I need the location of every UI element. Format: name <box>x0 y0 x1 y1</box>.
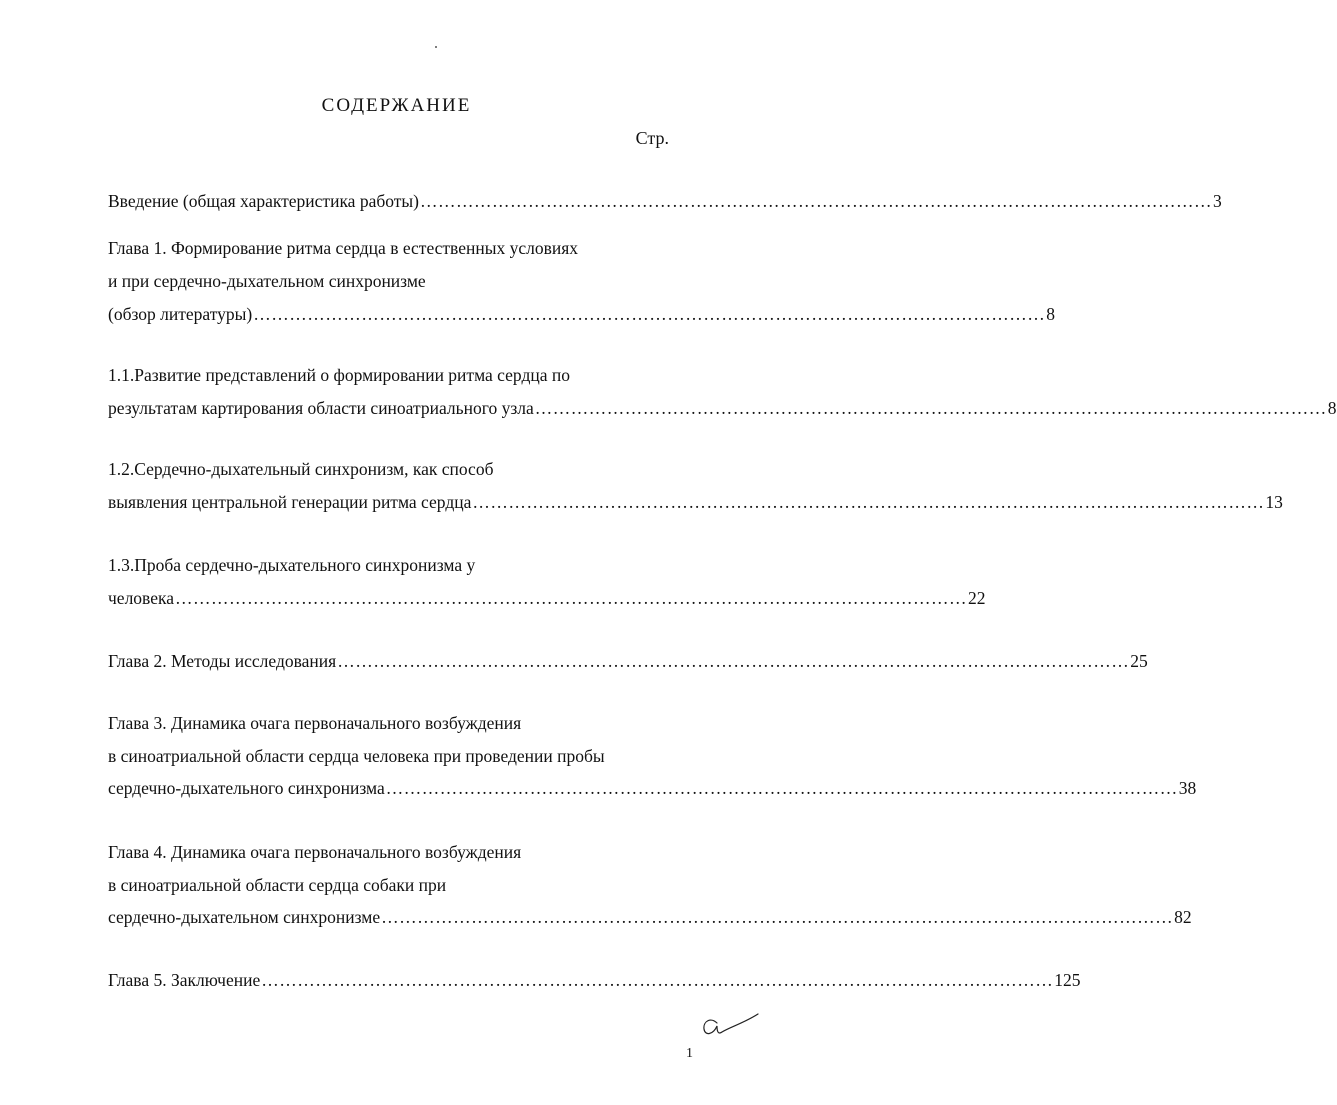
toc-entry-s12 <box>108 491 1283 513</box>
toc-entry-page: 125 <box>1054 970 1081 990</box>
toc-entry-ch1-line2: и при сердечно-дыхательном синхронизме <box>108 271 426 291</box>
toc-entry-page: 82 <box>1174 907 1192 927</box>
toc-entry-text: выявления центральной генерации ритма сердца <box>108 492 472 512</box>
dot-leader: …………………………………………………………………………………………………………………… <box>534 398 1327 418</box>
toc-entry-text: Глава 2. Методы исследования <box>108 651 337 671</box>
dot-leader: …………………………………………………………………………………………………………………… <box>381 907 1174 927</box>
toc-entry-s13-line1: 1.3.Проба сердечно-дыхательного синхронизма у <box>108 555 476 575</box>
toc-entry-s12-line1: 1.2.Сердечно-дыхательный синхронизм, как способ <box>108 459 494 479</box>
toc-entry-page: 13 <box>1265 492 1283 512</box>
toc-entry-ch3-line1: Глава 3. Динамика очага первоначального возбуждения <box>108 713 522 733</box>
toc-entry-text: результатам картирования области синоатриального узла <box>108 398 534 418</box>
toc-entry-text: сердечно-дыхательном синхронизме <box>108 907 381 927</box>
page-title: СОДЕРЖАНИЕ <box>321 95 472 116</box>
toc-entry-page: 8 <box>1046 304 1055 324</box>
handwritten-signature <box>700 1010 762 1047</box>
toc-entry-s11-line1: 1.1.Развитие представлений о формировании ритма сердца по <box>108 365 570 385</box>
toc-entry-intro <box>108 190 1222 212</box>
dot-leader: …………………………………………………………………………………………………………………… <box>472 492 1265 512</box>
toc-entry-page: 22 <box>967 588 986 608</box>
dot-leader: …………………………………………………………………………………………………………………… <box>174 588 967 608</box>
toc-entry-ch1 <box>108 303 1055 325</box>
toc-entry-s11 <box>108 397 1337 419</box>
dot-leader: …………………………………………………………………………………………………………………… <box>420 191 1213 211</box>
toc-entry-page: 3 <box>1213 191 1222 211</box>
toc-entry-ch3-line2: в синоатриальной области сердца человека при проведении пробы <box>108 746 605 766</box>
toc-entry-text: Введение (общая характеристика работы) <box>108 191 420 211</box>
page-number: 1 <box>686 1046 693 1061</box>
page-column-label: Стр. <box>635 128 669 148</box>
toc-entry-ch3 <box>108 777 1197 799</box>
toc-entry-s13 <box>108 587 986 609</box>
toc-entry-text: Глава 5. Заключение <box>108 970 261 990</box>
toc-entry-text: (обзор литературы) <box>108 304 253 324</box>
toc-entry-ch4-line2: в синоатриальной области сердца собаки при <box>108 875 447 895</box>
toc-entry-text: человека <box>108 588 174 608</box>
toc-entry-ch4-line1: Глава 4. Динамика очага первоначального возбуждения <box>108 842 522 862</box>
scan-speck <box>434 36 438 54</box>
dot-leader: …………………………………………………………………………………………………………………… <box>261 970 1054 990</box>
dot-leader: …………………………………………………………………………………………………………………… <box>253 304 1046 324</box>
toc-entry-page: 25 <box>1130 651 1148 671</box>
toc-entry-ch1-line1: Глава 1. Формирование ритма сердца в естественных условиях <box>108 238 579 258</box>
toc-entry-page: 38 <box>1178 778 1197 798</box>
toc-entry-ch5 <box>108 969 1081 991</box>
toc-entry-ch4 <box>108 906 1192 928</box>
dot-leader: …………………………………………………………………………………………………………………… <box>337 651 1130 671</box>
dot-leader: …………………………………………………………………………………………………………………… <box>385 778 1178 798</box>
toc-entry-page: 8 <box>1327 398 1337 418</box>
toc-entry-text: сердечно-дыхательного синхронизма <box>108 778 385 798</box>
toc-entry-ch2 <box>108 650 1148 672</box>
